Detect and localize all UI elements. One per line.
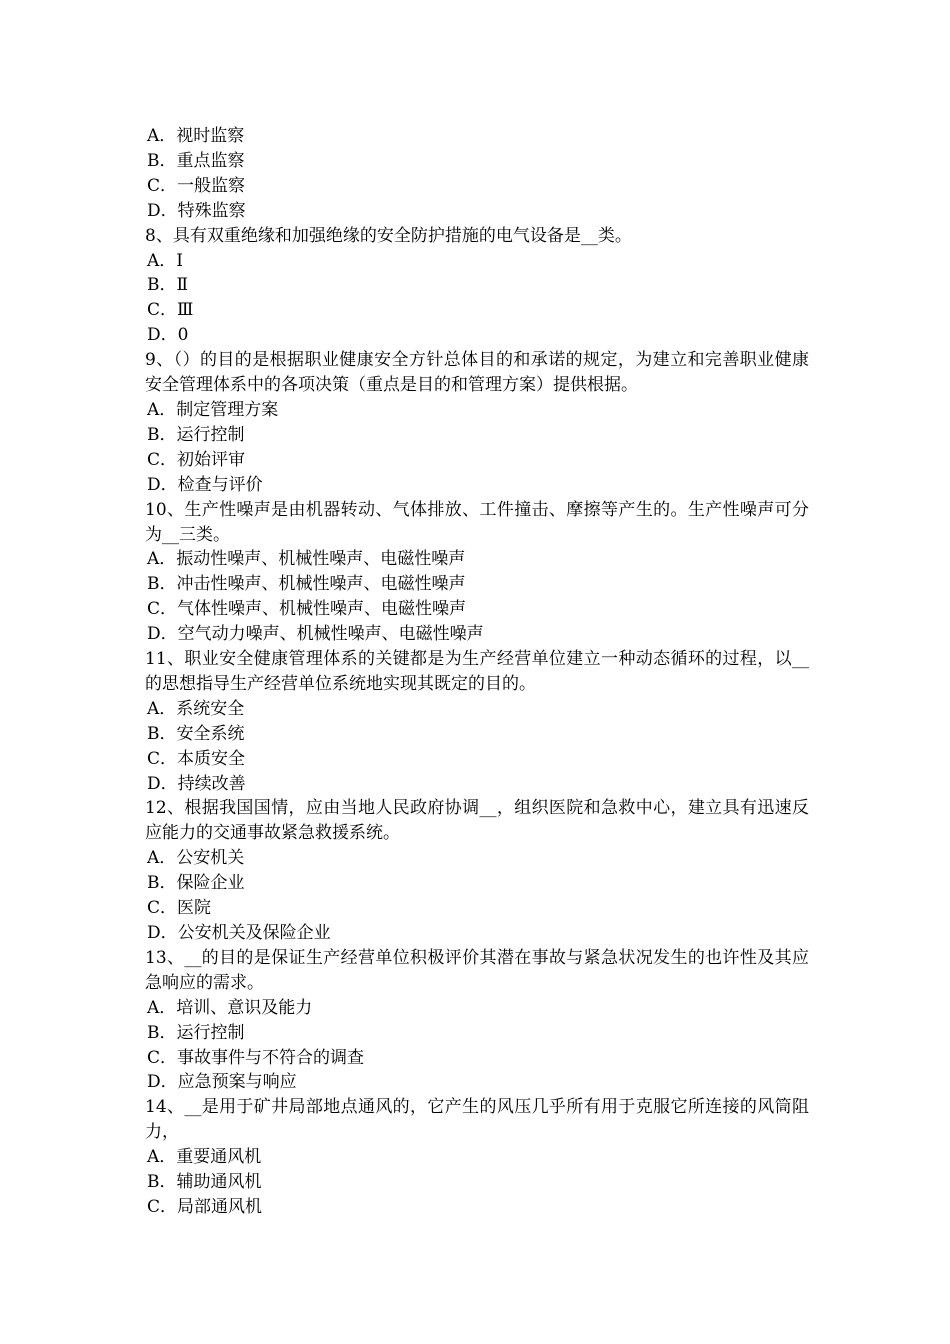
option-b: B．辅助通风机	[147, 1172, 262, 1193]
question-text: 9、（）的目的是根据职业健康安全方针总体目的和承诺的规定，为建立和完善职业健康安全管理体系中的各项决策（重点是目的和管理方案）提供根据。	[145, 350, 809, 396]
option-a: A．公安机关	[147, 848, 245, 869]
question-text: 14、__是用于矿井局部地点通风的，它产生的风压几乎所有用于克服它所连接的风筒阻力，	[145, 1097, 809, 1143]
question-text: 13、__的目的是保证生产经营单位积极评价其潜在事故与紧急状况发生的也许性及其应急响应的需求。	[145, 947, 809, 993]
option-b: B．安全系统	[147, 723, 245, 744]
option-c: C．一般监察	[147, 175, 246, 196]
option-d: D．0	[147, 325, 189, 346]
option-d: D．持续改善	[147, 773, 246, 794]
option-b: B．冲击性噪声、机械性噪声、电磁性噪声	[147, 574, 466, 595]
option-d: D．特殊监察	[147, 200, 246, 221]
option-c: C．Ⅲ	[147, 300, 194, 321]
option-b: B．运行控制	[147, 1022, 245, 1043]
question-14	[145, 1095, 809, 1220]
option-a: A．系统安全	[147, 698, 245, 719]
option-d: D．应急预案与响应	[147, 1072, 297, 1093]
option-c: C．事故事件与不符合的调查	[147, 1047, 365, 1068]
option-a: A．振动性噪声、机械性噪声、电磁性噪声	[147, 549, 466, 570]
option-b: B．Ⅱ	[147, 275, 189, 296]
option-c: C．气体性噪声、机械性噪声、电磁性噪声	[147, 599, 467, 620]
option-c: C．初始评审	[147, 449, 246, 470]
question-text: 12、根据我国国情，应由当地人民政府协调__，组织医院和急救中心，建立具有迅速反应能力的交通事故紧急救援系统。	[145, 798, 809, 844]
option-a: A．视时监察	[147, 126, 245, 146]
question-text: 8、具有双重绝缘和加强绝缘的安全防护措施的电气设备是__类。	[145, 225, 632, 246]
option-a: A．制定管理方案	[147, 399, 279, 420]
document-body	[145, 124, 809, 1220]
question-text: 10、生产性噪声是由机器转动、气体排放、工件撞击、摩擦等产生的。生产性噪声可分为__三类。	[145, 499, 809, 545]
option-c: C．本质安全	[147, 748, 246, 769]
question-9	[145, 348, 809, 497]
question-10	[145, 498, 809, 647]
option-a: A．重要通风机	[147, 1147, 262, 1168]
option-a: A．Ⅰ	[147, 250, 183, 271]
option-d: D．公安机关及保险企业	[147, 923, 331, 943]
question-11	[145, 647, 809, 796]
option-c: C．医院	[147, 898, 212, 919]
option-a: A．培训、意识及能力	[147, 997, 313, 1018]
option-b: B．运行控制	[147, 424, 245, 445]
question-8	[145, 224, 809, 349]
question-12	[145, 796, 809, 945]
question-text: 11、职业安全健康管理体系的关键都是为生产经营单位建立一种动态循环的过程，以__的思想指导生产经营单位系统地实现其既定的目的。	[145, 649, 809, 694]
option-d: D．检查与评价	[147, 474, 263, 495]
question-7-options	[145, 124, 809, 224]
option-c: C．局部通风机	[147, 1196, 263, 1217]
option-b: B．保险企业	[147, 873, 245, 894]
question-13	[145, 946, 809, 1095]
option-b: B．重点监察	[147, 150, 245, 171]
option-d: D．空气动力噪声、机械性噪声、电磁性噪声	[147, 624, 484, 645]
